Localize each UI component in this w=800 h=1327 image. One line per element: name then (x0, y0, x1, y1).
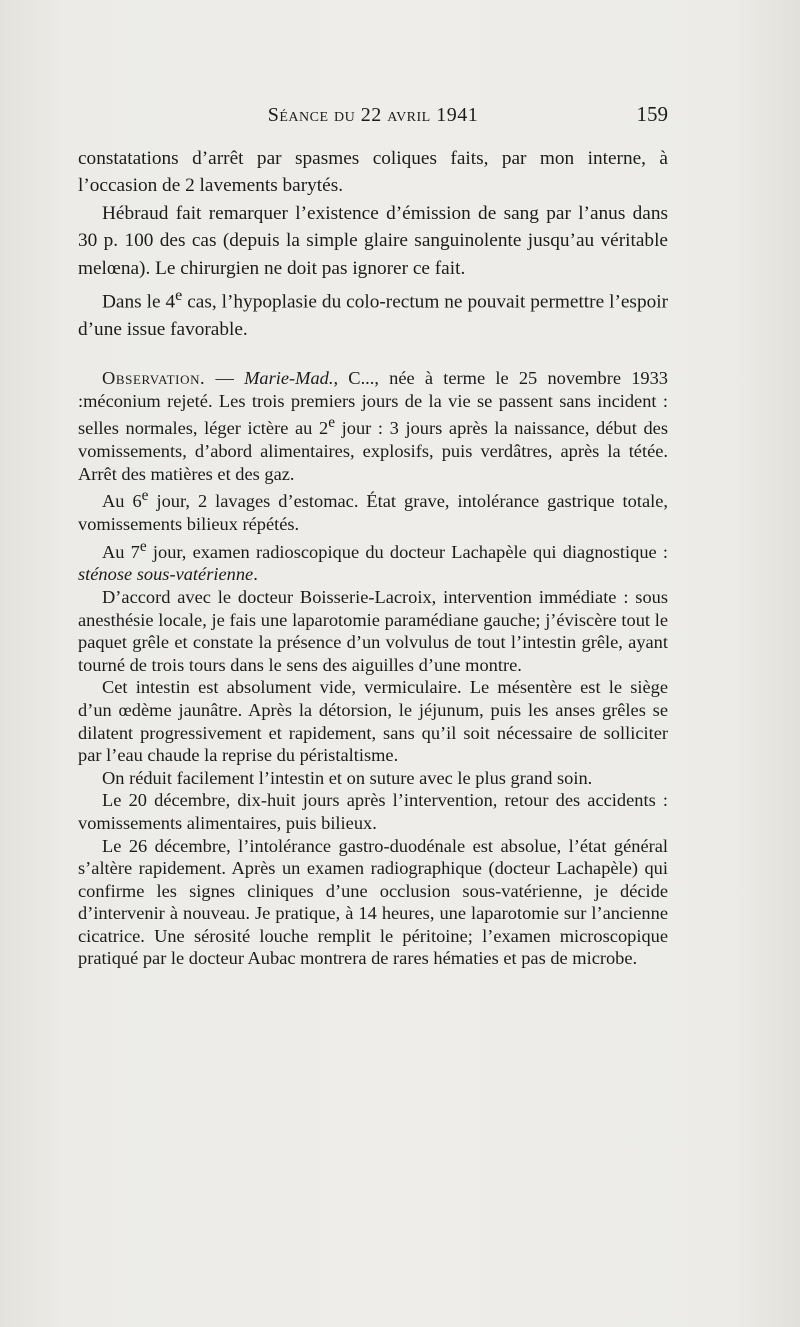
paragraph-day7: Au 7e jour, examen radioscopique du docteur Lachapèle qui diagnostique : sténose sous-vatérienne. (78, 537, 668, 585)
paragraph-intestin: Cet intestin est absolument vide, vermiculaire. Le mésentère est le siège d’un œdème jaunâtre. Après la détorsion, le jéjunum, puis les anses grêles se dilatent progressivement et rapidement, sans qu’il soit nécessaire de solliciter par l’eau chaude la reprise du péristaltisme. (78, 677, 668, 766)
page-header (78, 100, 668, 130)
page-body (78, 145, 668, 970)
paragraph-constatations: constatations d’arrêt par spasmes coliques faits, par mon interne, à l’occasion de 2 lavements barytés. (78, 148, 668, 197)
paragraph-26-decembre: Le 26 décembre, l’intolérance gastro-duodénale est absolue, l’état général s’altère rapidement. Après un examen radiographique (docteur Lachapèle) qui confirme les signes cliniques d’une occlusion sous-vatérienne, je décide d’intervenir à nouveau. Je pratique, à 14 heures, une laparotomie sur l’ancienne cicatrice. Une sérosité louche remplit le péritoine; l’examen microscopique pratiqué par le docteur Aubac montrera de rares hématies et pas de microbe. (78, 835, 668, 969)
paragraph-hebraud: Hébraud fait remarquer l’existence d’émission de sang par l’anus dans 30 p. 100 des cas (depuis la simple glaire sanguinolente jusqu’au véritable melœna). Le chirurgien ne doit pas ignorer ce fait. (78, 202, 668, 279)
superscript-e: e (139, 537, 147, 555)
superscript-e: e (328, 414, 336, 432)
running-title-date: 22 (355, 104, 388, 126)
diagnosis: sténose sous-vatérienne (78, 564, 254, 585)
paragraph-day6: Au 6e jour, 2 lavages d’estomac. État grave, intolérance gastrique totale, vomissements bilieux répétés. (78, 487, 668, 535)
paragraph-observation: Observation. — Marie-Mad., C..., née à terme le 25 novembre 1933 :méconium rejeté. Les trois premiers jours de la vie se passent sans incident : selles normales, léger ictère au 2e jour : 3 jours après la naissance, début des vomissements, d’abord alimentaires, explosifs, puis verdâtres, après la tétée. Arrêt des matières et des gaz. (78, 368, 668, 484)
superscript-e: e (175, 287, 183, 305)
running-title-month: avril (387, 104, 431, 126)
paragraph-fourth-case: Dans le 4e cas, l’hypoplasie du colo-rectum ne pouvait permettre l’espoir d’une issue favorable. (78, 287, 668, 340)
observation-label: Observation. (102, 368, 206, 389)
page-number: 159 (636, 102, 668, 126)
paragraph-accord: D’accord avec le docteur Boisserie-Lacroix, intervention immédiate : sous anesthésie locale, je fais une laparotomie paramédiane gauche; j’éviscère tout le paquet grêle et constate la présence d’un volvulus de tout l’intestin grêle, ayant tourné de trois tours dans le sens des aiguilles d’une montre. (78, 586, 668, 675)
running-title (78, 104, 668, 127)
paragraph-reduit: On réduit facilement l’intestin et on suture avec le plus grand soin. (102, 767, 593, 788)
running-title-seance: Séance du (267, 104, 356, 126)
patient-name: Marie-Mad. (244, 368, 334, 389)
superscript-e: e (141, 487, 149, 505)
paragraph-20-decembre: Le 20 décembre, dix-huit jours après l’intervention, retour des accidents : vomissements alimentaires, puis bilieux. (78, 790, 668, 833)
running-title-year: 1941 (430, 104, 479, 126)
